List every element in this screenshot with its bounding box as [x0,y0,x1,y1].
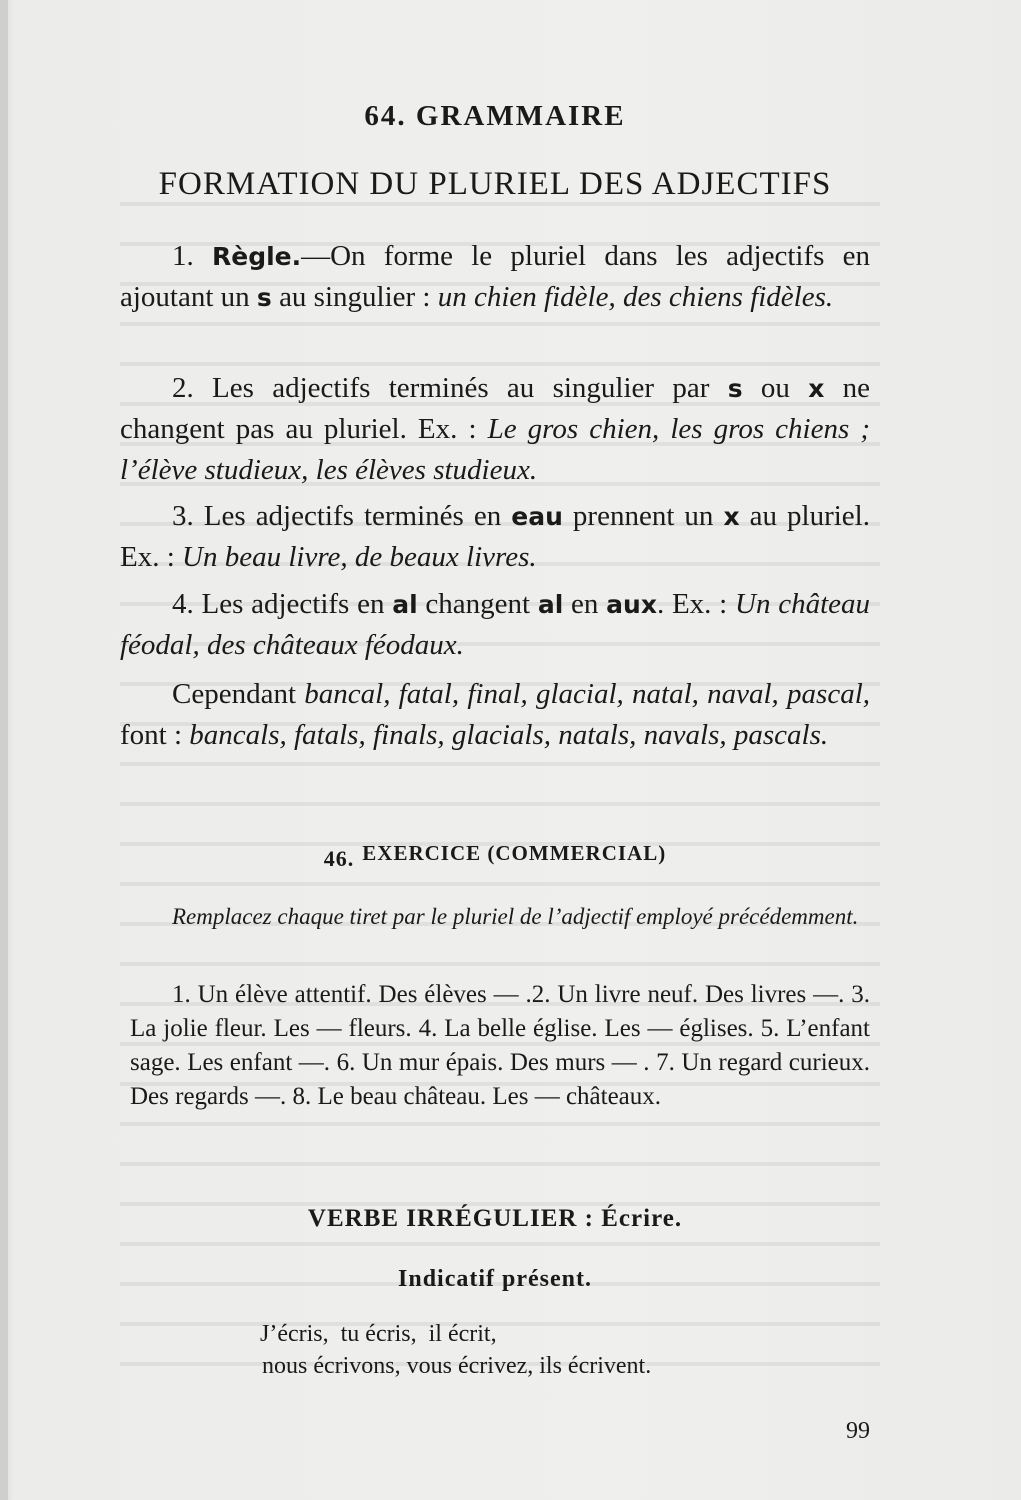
rule-1-text-2: au singulier : [271,281,438,313]
rule-3-text-3: au pluriel. Ex. : [120,500,870,573]
rule-3-text: Les adjectifs terminés en [193,500,512,532]
exercise-number: 46. [323,846,355,871]
exceptions-list: bancal, fatal, final, glacial, natal, naval, pascal, [304,678,871,710]
lesson-subtitle: FORMATION DU PLURIEL DES ADJECTIFS [158,166,832,202]
exercise-text [130,978,870,1114]
rule-2-letter-x: x [808,374,825,403]
rule-2-text-2: ne changent pas au pluriel. Ex. : [120,372,870,445]
exercise-instruction: Remplacez chaque tiret par le pluriel de l’adjectif employé précédemment. [172,904,859,929]
exceptions-font: font : [120,719,190,751]
rule-4-ending-aux: aux [606,590,657,619]
rule-4-example: Un château féodal, des châteaux féodaux. [120,588,870,661]
rule-3-ending: eau [511,502,563,531]
exceptions-intro: Cependant [172,678,305,710]
rule-2-number: 2. [172,372,194,404]
rule-4-ending-al: al [392,590,418,619]
rule-3-number: 3. [172,500,194,532]
rule-4-text-2: changent [417,588,538,620]
rule-3-letter-x: x [723,502,740,531]
rule-3-example: Un beau livre, de beaux livres. [182,541,537,573]
rule-4-text: Les adjectifs en [193,588,393,620]
rule-2 [120,368,870,491]
rule-2-or: ou [742,372,809,404]
rule-4 [120,584,870,666]
rule-2-letter-s: s [727,374,743,403]
rule-1-number: 1. [172,240,194,272]
exercise-body: 1. Un élève attentif. Des élèves — .2. Un livre neuf. Des livres —. 3. La jolie fleur. Les — fleurs. 4. La belle église. Les — églises. 5. L’enfant sage. Les enfant —. 6. Un mur épais. Des murs — . 7. Un regard curieux. Des regards —. 8. Le beau château. Les — châteaux. [130,981,870,1110]
rule-1 [120,236,870,318]
exercise-title: EXERCICE (COMMERCIAL) [362,841,667,865]
rule-1-letter: s [256,283,272,312]
rule-4-ending-al-2: al [537,590,564,619]
conjugation-line-1: J’écris, tu écris, il écrit, [260,1321,497,1347]
rule-1-heading: Règle. [211,242,302,271]
rule-4-number: 4. [172,588,194,620]
rule-3-text-2: prennent un [562,500,724,532]
rule-1-text: —On forme le pluriel dans les adjectifs en ajoutant un [120,240,870,313]
lesson-title: 64. GRAMMAIRE [364,100,626,132]
rule-2-example: Le gros chien, les gros chiens ; l’élève studieux, les élèves studieux. [120,413,870,486]
page-edge-shadow [0,0,8,1500]
exceptions-plurals: bancals, fatals, finals, glacials, natals, navals, pascals. [189,719,829,751]
rule-4-text-3: en [563,588,607,620]
page-number: 99 [846,1418,870,1444]
rule-1-example: un chien fidèle, des chiens fidèles. [437,281,834,313]
rule-3 [120,496,870,578]
exercise-heading [120,840,870,871]
rule-4-text-4: . Ex. : [656,588,735,620]
conjugation-line-2: nous écrivons, vous écrivez, ils écrivent. [262,1353,652,1379]
rule-2-text: Les adjectifs terminés au singulier par [193,372,728,404]
verb-heading: VERBE IRRÉGULIER : Écrire. [307,1205,683,1232]
verb-tense: Indicatif présent. [398,1266,592,1292]
exceptions [120,674,870,756]
